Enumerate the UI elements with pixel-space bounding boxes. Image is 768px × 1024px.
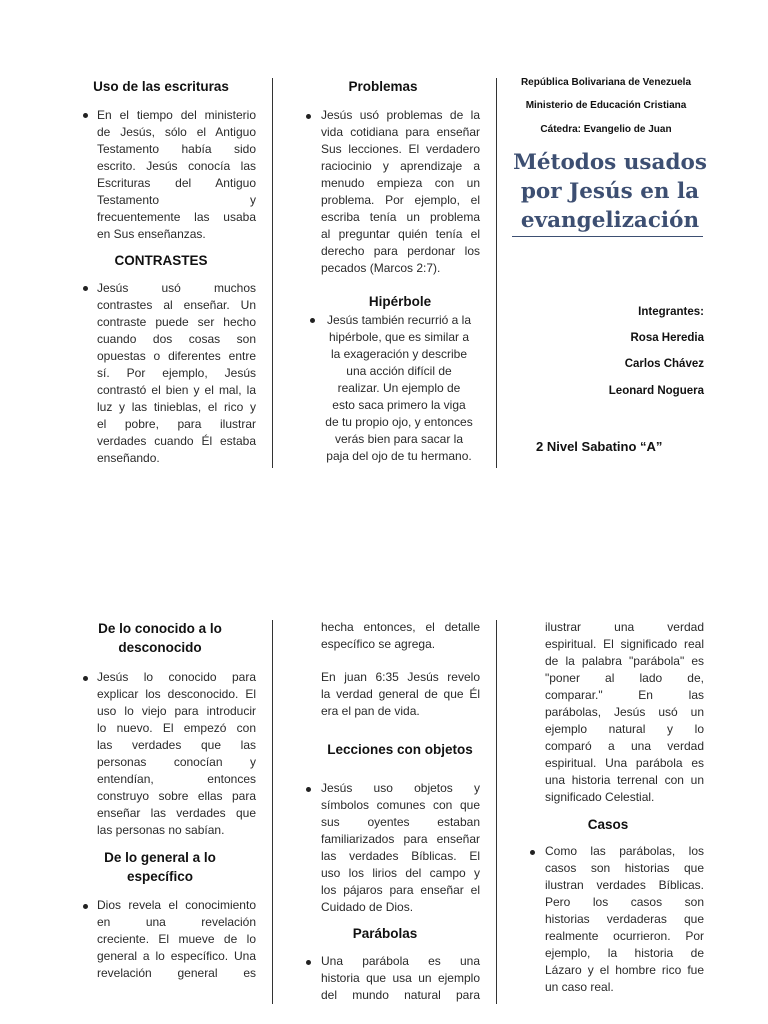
cover-level: 2 Nivel Sabatino “A” [536,439,663,454]
text-line: en Sus enseñanzas. [97,227,206,241]
column-divider-top-left [272,78,273,468]
section-heading-lecciones-objetos: Lecciones con objetos [327,742,473,757]
cover-republica: República Bolivariana de Venezuela [520,77,692,88]
text-line: realmente ocurrieron. Por [545,929,704,943]
text-line: espiritual. El significado real [545,637,704,651]
text-line: pecados (Marcos 2:7). [321,261,441,275]
text-line: los pájaros para enseñar el [321,883,480,897]
text-line: un caso real. [545,980,614,994]
text-line: ilustran verdades Bíblicas. [545,878,704,892]
text-line: las verdades Bíblicas. El [321,849,480,863]
heading-line: De lo general a lo [104,850,216,865]
cover-title-line: por Jesús en la [520,179,700,204]
text-line: al preguntar quién tenía el [321,227,480,241]
text-line: cuando dos cosas son [97,332,256,346]
text-line: enseñando. [97,451,160,465]
text-line: parábolas, Jesús usó un [545,705,704,719]
bullet-icon [306,960,311,965]
text-line: entendían, entonces [97,772,256,786]
text-line: Una parábola es una [321,954,480,968]
text-line: Dios revela el conocimiento [97,898,256,912]
bullet-icon [83,676,88,681]
bullet-icon [306,787,311,792]
text-line: raciocinio y aprendizaje a [321,159,480,173]
column-divider-top-right [496,78,497,468]
text-line: de Jesús, sólo el Antiguo [97,125,256,139]
cover-catedra: Cátedra: Evangelio de Juan [540,124,672,135]
cover-title [505,148,715,235]
text-line: historia que usa un ejemplo [321,971,480,985]
text-line: era el pan de vida. [321,704,420,718]
text-line: menudo empieza con un [321,176,480,190]
text-line: frecuentemente las usaba [97,210,256,224]
text-line: una acción difícil de [346,364,452,378]
paragraph-lecciones-objetos [321,780,480,916]
text-line: Jesús también recurrió a la [326,313,472,327]
text-line: contrastó el bien y el mal, la [97,383,256,397]
text-line: personas conocían y [97,755,256,769]
text-line: las personas no sabían. [97,823,225,837]
text-line: contraste puede ser hecho [97,315,256,329]
text-line: símbolos comunes con que [321,798,480,812]
text-line: Como las parábolas, los [545,844,704,858]
text-line: En juan 6:35 Jesús revelo [321,670,480,684]
cover-ministerio: Ministerio de Educación Cristiana [525,100,687,111]
text-line: las verdades que las [97,738,256,752]
text-line: ilustrar una verdad [545,620,704,634]
text-line: uso los lirios del campo y [321,866,480,880]
text-line: ejemplo natural y lo [545,722,704,736]
text-line: escrito. Jesús conocía las [97,159,256,173]
text-line: uso lo viejo para introducir [97,704,256,718]
section-heading-general [86,848,234,886]
text-line: específico se agrega. [321,637,436,651]
text-line: la verdad general de que Él [321,687,480,701]
section-heading-parabolas: Parábolas [352,926,418,941]
text-line: derecho para perdonar los [321,244,480,258]
bullet-icon [310,318,315,323]
text-line: sus oyentes estaban [321,815,480,829]
cover-title-line: Métodos usados [513,150,707,175]
column-divider-bottom-left [272,620,273,1004]
text-line: verás bien para sacar la [334,432,464,446]
paragraph-problemas [321,107,480,277]
heading-line: De lo conocido a lo [98,621,222,636]
text-line: Testamento había sido [97,142,256,156]
text-line: comparó a una verdad [545,739,704,753]
text-line: "poner al lado de, [545,671,704,685]
text-line: luz y las tinieblas, el rico y [97,400,256,414]
paragraph-uso-escrituras [97,107,256,243]
text-line: Jesús uso objetos y [321,781,480,795]
section-heading-problemas: Problemas [348,79,418,94]
cover-title-line: evangelización [520,208,700,233]
text-line: el pobre, para ilustrar [97,417,256,431]
text-line: Cuidado de Dios. [321,900,414,914]
paragraph-parabolas [321,953,480,1004]
section-heading-conocido [76,619,244,657]
text-line: revelación general es [97,966,256,980]
text-line: del mundo natural para [321,988,480,1002]
text-line: vida cotidiana para enseñar [321,125,480,139]
text-line: Sus lecciones. El verdadero [321,142,480,156]
text-line: escriba tenía un problema [321,210,480,224]
text-line: espiritual. Una parábola es [545,756,704,770]
text-line: comparar." En las [545,688,704,702]
member-name: Leonard Noguera [608,385,704,397]
text-line: paja del ojo de tu hermano. [326,449,472,463]
text-line: enseñar las verdades que [97,806,256,820]
members-label: Integrantes: [638,306,704,318]
text-line: construyo sobre ellas para [97,789,256,803]
text-line: realizar. Un ejemplo de [337,381,461,395]
text-line: esto saca primero la viga [332,398,466,412]
text-line: hecha entonces, el detalle [321,620,480,634]
text-line: sí. Por ejemplo, Jesús [97,366,256,380]
section-heading-uso-escrituras: Uso de las escrituras [93,79,229,94]
text-line: de la palabra "parábola" es [545,654,704,668]
text-line: historias verdaderas que [545,912,704,926]
section-heading-casos: Casos [587,817,629,832]
paragraph-hiperbole [319,312,479,465]
text-line: Jesús usó problemas de la [321,108,480,122]
text-line: contrastes al enseñar. Un [97,298,256,312]
column-divider-bottom-right [496,620,497,1004]
text-line: general a lo específico. Una [97,949,256,963]
text-line: la exageración y describe [330,347,468,361]
bullet-icon [83,286,88,291]
text-line: opuestas o diferentes entre [97,349,256,363]
text-line: Jesús lo conocido para [97,670,256,684]
text-line: una historia terrenal con un [545,773,704,787]
paragraph-contrastes [97,280,256,467]
text-line: familiarizados para enseñar [321,832,480,846]
bullet-icon [530,850,535,855]
text-line: problema. Por ejemplo, el [321,193,480,207]
heading-line: desconocido [118,640,202,655]
text-line: significado Celestial. [545,790,655,804]
text-line: Testamento y [97,193,256,207]
text-line: ejemplo, la historia de [545,946,704,960]
text-line: En el tiempo del ministerio [97,108,256,122]
paragraph-continuation-parabolas [545,619,704,806]
paragraph-conocido [97,669,256,839]
member-name: Rosa Heredia [630,332,704,344]
bullet-icon [83,904,88,909]
text-line: en una revelación [97,915,256,929]
section-heading-hiperbole: Hipérbole [368,294,432,309]
paragraph-casos [545,843,704,996]
bullet-icon [83,113,88,118]
text-line: verdades cuando Él estaba [97,434,256,448]
text-line: explicar los desconocido. El [97,687,256,701]
text-line: Lázaro y el hombre rico fue [545,963,704,977]
paragraph-general [97,897,256,982]
text-line: casos son historias que [545,861,704,875]
bullet-icon [306,114,311,119]
heading-line: específico [126,869,194,884]
paragraph-juan-6-35 [321,669,480,720]
section-heading-contrastes: CONTRASTES [114,253,208,268]
member-name: Carlos Chávez [624,358,704,370]
text-line: creciente. El mueve de lo [97,932,256,946]
text-line: Pero los casos son [545,895,704,909]
text-line: hipérbole, que es similar a [328,330,470,344]
paragraph-continuation-general [321,619,480,653]
text-line: lo nuevo. El empezó con [97,721,256,735]
text-line: Jesús usó muchos [97,281,256,295]
cover-title-underline [512,236,703,237]
text-line: de tu propio ojo, y entonces [325,415,473,429]
text-line: Escrituras del Antiguo [97,176,256,190]
